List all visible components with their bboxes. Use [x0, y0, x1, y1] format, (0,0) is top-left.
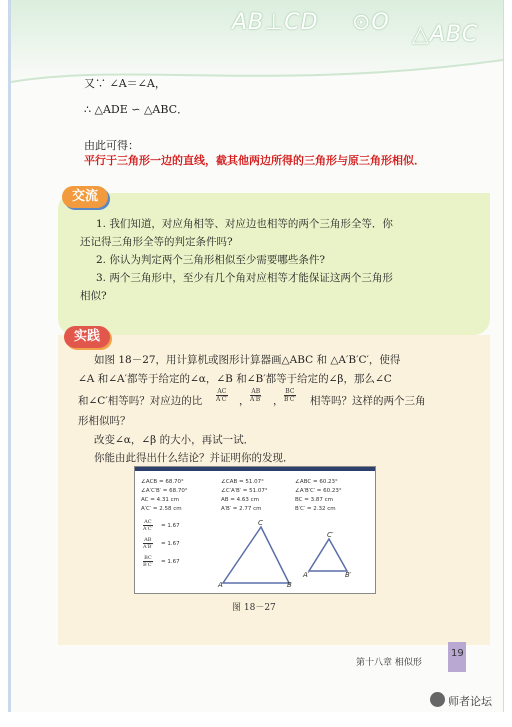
practice-paragraph-1a: 如图 18－27，用计算机或图形计算器画△ABC 和 △A′B′C′，使得: [94, 354, 401, 366]
exchange-question-3b: 相似?: [80, 290, 107, 302]
practice-paragraph-1b: ∠A 和∠A′都等于给定的∠α，∠B 和∠B′都等于给定的∠β，那么∠C: [78, 373, 392, 385]
screen-ratio-ab-num: AB: [144, 537, 152, 543]
triangles-drawing: [135, 467, 377, 595]
proof-line-3: 由此可得：: [84, 139, 139, 152]
vertex-b-label: B: [287, 581, 292, 589]
ratio-ac-fraction: [216, 388, 228, 403]
ratio-bc-numerator: BC: [285, 388, 295, 395]
practice-paragraph-3: 你能由此得出什么结论？并证明你的发现．: [94, 452, 294, 464]
header-formula-circle: ⊙O: [352, 10, 390, 35]
practice-paragraph-1c-end: 相等吗？这样的两个三角: [310, 395, 426, 407]
ratio-comma-2: ，: [273, 395, 284, 407]
screen-ratio-ac-value: = 1.67: [161, 523, 180, 529]
practice-badge: 实践: [64, 326, 110, 348]
proof-line-2: ∴ △ADE ∽ △ABC．: [84, 103, 189, 116]
screen-ratio-bc-num: BC: [144, 555, 152, 561]
ratio-ac-denominator: A′C′: [216, 396, 228, 403]
chapter-footer: 第十八章 相似形: [356, 658, 422, 668]
vertex-c2-label: C′: [327, 531, 334, 539]
bottom-strip: [0, 712, 512, 727]
measure-acb: ∠ACB = 68.70°: [141, 479, 184, 485]
measure-b2c2: B′C′ = 2.32 cm: [295, 506, 336, 512]
measure-abc: ∠ABC = 60.23°: [295, 479, 338, 485]
header-formula-perpendicular: AB⊥CD: [232, 10, 319, 35]
exchange-question-2: 2. 你认为判定两个三角形相似至少需要哪些条件?: [96, 254, 325, 266]
screen-ratio-ac-num: AC: [144, 519, 152, 525]
ratio-ab-numerator: AB: [251, 388, 261, 395]
vertex-a-label: A: [218, 581, 223, 589]
ratio-ab-denominator: A′B′: [250, 396, 262, 403]
practice-paragraph-1d: 形相似吗？: [78, 415, 131, 427]
figure-caption: 图 18－27: [232, 603, 276, 613]
practice-paragraph-2: 改变∠α，∠β 的大小，再试一试．: [94, 434, 255, 446]
measure-a2c2: A′C′ = 2.58 cm: [141, 506, 182, 512]
screen-ratio-ab-value: = 1.67: [161, 541, 180, 547]
measure-cab: ∠CAB = 51.07°: [221, 479, 264, 485]
measure-a2b2: A′B′ = 2.77 cm: [221, 506, 262, 512]
screen-ratio-ac-den: A′C′: [143, 526, 153, 532]
measure-bc: BC = 3.87 cm: [295, 497, 333, 503]
ratio-ab-fraction: [250, 388, 261, 403]
ratio-bc-denominator: B′C′: [284, 396, 296, 403]
screen-ratio-bc-den: B′C′: [143, 562, 153, 568]
header-formula-triangle: △ABC: [412, 22, 479, 47]
ratio-comma-1: ，: [239, 395, 250, 407]
practice-paragraph-1c-start: 和∠C′相等吗？对应边的比: [78, 395, 203, 407]
geometry-software-screen: [134, 466, 376, 594]
exchange-badge: 交流: [62, 186, 108, 208]
vertex-c-label: C: [258, 519, 263, 527]
page-number: 19: [451, 648, 464, 659]
screen-ratio-ab-den: A′B′: [143, 544, 153, 550]
vertex-a2-label: A′: [303, 571, 310, 579]
measure-ab: AB = 4.63 cm: [221, 497, 260, 503]
exchange-question-1a: 1. 我们知道，对应角相等、对应边也相等的两个三角形全等．你: [96, 218, 393, 230]
triangle-a2b2c2: [309, 539, 347, 571]
measure-a2c2b2: ∠A′C′B′ = 68.70°: [141, 488, 188, 494]
measure-c2a2b2: ∠C′A′B′ = 51.07°: [221, 488, 268, 494]
watermark-logo-icon: [430, 692, 445, 707]
ratio-ac-numerator: AC: [217, 388, 227, 395]
triangle-abc: [223, 527, 289, 583]
watermark-text: 师者论坛: [448, 695, 492, 708]
measure-ac: AC = 4.31 cm: [141, 497, 179, 503]
exchange-question-3a: 3. 两个三角形中，至少有几个角对应相等才能保证这两个三角形: [96, 272, 393, 284]
conclusion-statement: 平行于三角形一边的直线，截其他两边所得的三角形与原三角形相似．: [84, 154, 425, 167]
exchange-question-1b: 还记得三角形全等的判定条件吗?: [80, 236, 233, 248]
vertex-b2-label: B′: [345, 571, 352, 579]
proof-line-1: 又∵ ∠A＝∠A，: [84, 77, 166, 90]
screen-ratio-bc-value: = 1.67: [161, 559, 180, 565]
ratio-bc-fraction: [284, 388, 296, 403]
measure-a2b2c2: ∠A′B′C′ = 60.23°: [295, 488, 342, 494]
